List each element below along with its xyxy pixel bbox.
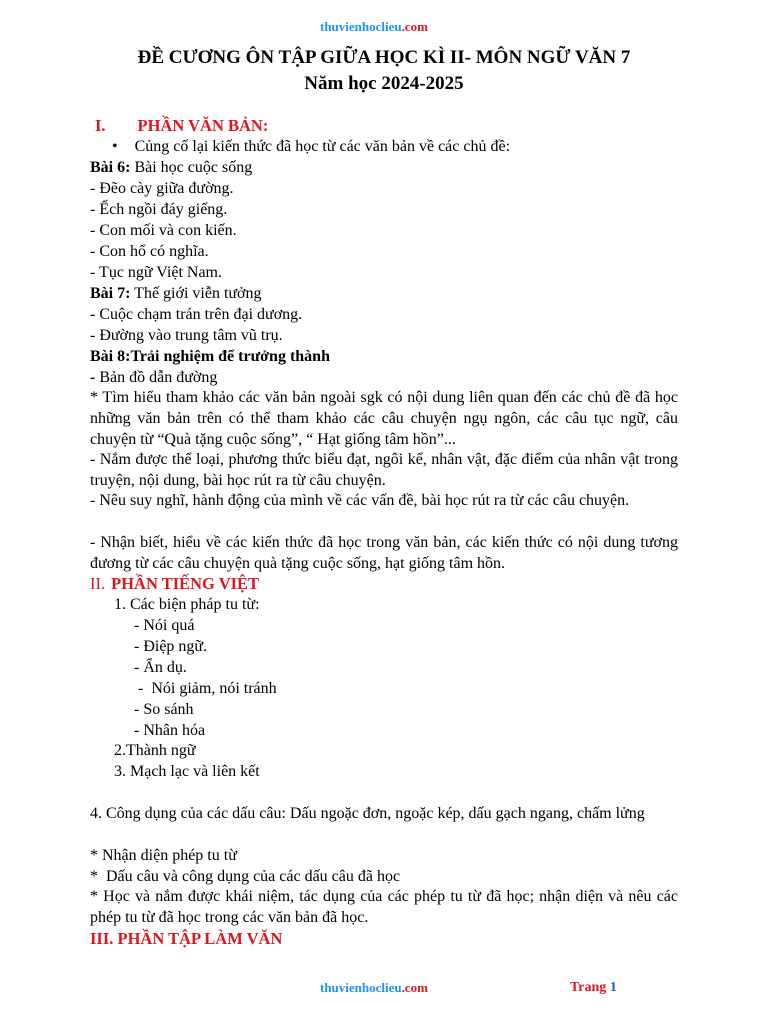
bullet-text: Củng cố lại kiến thức đã học từ các văn bản về các chủ đề: bbox=[134, 138, 511, 155]
tv-note-2: * Dấu câu và công dụng của các dấu câu đã học bbox=[90, 868, 401, 885]
tv-item-2: 2.Thành ngữ bbox=[114, 742, 196, 759]
tv-item-1: 1. Các biện pháp tu từ: bbox=[114, 596, 260, 613]
bai7-item: - Đường vào trung tâm vũ trụ. bbox=[90, 327, 283, 344]
bullet-line bbox=[112, 137, 510, 157]
bai6-item: - Đẽo cày giữa đường. bbox=[90, 180, 234, 197]
para-neu-suy-nghi: - Nêu suy nghĩ, hành động của mình về các vấn đề, bài học rút ra từ các câu chuyện. bbox=[90, 492, 630, 509]
bai7-item: - Cuộc chạm trán trên đại dương. bbox=[90, 306, 303, 323]
section-2-heading bbox=[90, 574, 259, 594]
tv-subitem: - Điệp ngữ. bbox=[134, 638, 208, 655]
page-number bbox=[570, 980, 617, 996]
bai7-heading: Bài 7: Thế giới viễn tưởng bbox=[90, 285, 262, 302]
tv-subitem: - Nói giảm, nói tránh bbox=[134, 680, 277, 697]
section-1-number: I. bbox=[95, 116, 106, 135]
tv-note-1: * Nhận diện phép tu từ bbox=[90, 847, 237, 864]
tv-item-4: 4. Công dụng của các dấu câu: Dấu ngoặc đơn, ngoặc kép, dấu gạch ngang, chấm lửng bbox=[90, 805, 645, 822]
bai6-heading: Bài 6: Bài học cuộc sống bbox=[90, 159, 253, 176]
tv-subitem: - Nhân hóa bbox=[134, 722, 206, 739]
tv-subitem: - Ẩn dụ. bbox=[134, 659, 187, 676]
site-name-part2: .com bbox=[401, 19, 428, 34]
tv-subitem: - So sánh bbox=[134, 701, 194, 718]
para-nam-duoc: - Nắm được thể loại, phương thức biểu đạt, ngôi kể, nhân vật, đặc điểm của nhân vật trong truyện, nội dung, bài học rút ra từ câu chuyện. bbox=[90, 451, 678, 489]
section-2-number: II. bbox=[90, 574, 106, 593]
footer-site-logo: thuvienhoclieu.com bbox=[320, 980, 428, 995]
section-1-heading bbox=[95, 116, 268, 136]
bai6-item: - Tục ngữ Việt Nam. bbox=[90, 264, 222, 281]
tv-note-3: * Học và nắm được khái niệm, tác dụng của các phép tu từ đã học; nhận diện và nêu các phép tu từ đã học trong các văn bản đã học. bbox=[90, 888, 678, 926]
bai6-item: - Con hổ có nghĩa. bbox=[90, 243, 209, 260]
site-name-part1: thuvienhoclieu bbox=[320, 19, 402, 34]
para-nhan-biet: - Nhận biết, hiểu về các kiến thức đã học trong văn bản, các kiến thức có nội dung tương đương từ các câu chuyện quà tặng cuộc sống, hạt giống tâm hồn. bbox=[90, 534, 678, 572]
bai8-item: - Bản đồ dẫn đường bbox=[90, 369, 218, 386]
doc-title: ĐỀ CƯƠNG ÔN TẬP GIỮA HỌC KÌ II- MÔN NGỮ VĂN 7 bbox=[137, 47, 631, 68]
section-1-label: PHẦN VĂN BẢN: bbox=[137, 116, 269, 135]
bai6-item: - Ếch ngồi đáy giếng. bbox=[90, 201, 228, 218]
page-num: 1 bbox=[609, 980, 617, 995]
page-label: Trang bbox=[570, 980, 607, 995]
section-3-heading: III. PHẦN TẬP LÀM VĂN bbox=[90, 929, 283, 948]
header-site-logo bbox=[320, 19, 428, 35]
tv-subitem: - Nói quá bbox=[134, 617, 195, 634]
doc-subtitle: Năm học 2024-2025 bbox=[304, 73, 464, 94]
tv-item-3: 3. Mạch lạc và liên kết bbox=[114, 763, 260, 780]
bullet-icon: • bbox=[112, 138, 118, 155]
para-tim-hieu: * Tìm hiểu tham khảo các văn bản ngoài sgk có nội dung liên quan đến các chủ đề đã học những văn bản trên có thể tham khảo các câu chuyện ngụ ngôn, các câu tục ngữ, câu chuyện từ “Quà tặng cuộc sống”, “ Hạt giống tâm hồn”... bbox=[90, 389, 678, 448]
section-2-label: PHẦN TIẾNG VIỆT bbox=[111, 574, 260, 593]
bai6-item: - Con mối và con kiến. bbox=[90, 222, 237, 239]
bai8-heading: Bài 8:Trải nghiệm để trưởng thành bbox=[90, 348, 330, 365]
